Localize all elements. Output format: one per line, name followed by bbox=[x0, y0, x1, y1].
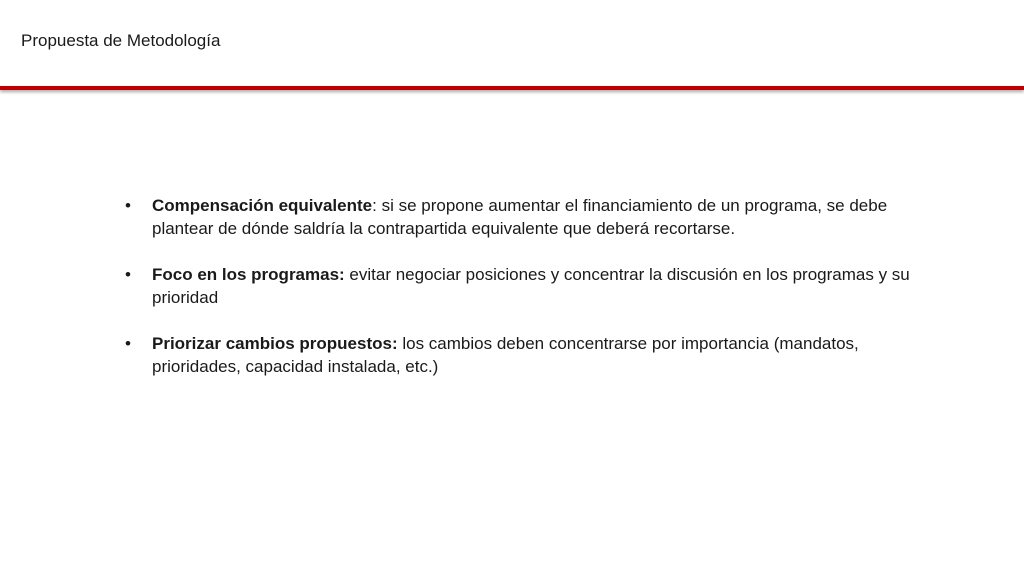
bullet-icon: • bbox=[125, 265, 131, 284]
bullet-heading: Priorizar cambios propuestos: bbox=[152, 334, 398, 353]
bullet-icon: • bbox=[125, 334, 131, 353]
bullet-item-priorizar bbox=[125, 332, 915, 378]
bullet-heading: Compensación equivalente bbox=[152, 196, 373, 215]
bullet-icon: • bbox=[125, 196, 131, 215]
bullet-text: evitar negociar posiciones y concentrar la discusión en los programas y su prioridad bbox=[152, 265, 910, 307]
bullet-list bbox=[125, 194, 915, 401]
header-divider bbox=[0, 86, 1024, 90]
bullet-text: los cambios deben concentrarse por importancia (mandatos, prioridades, capacidad instalada, etc.) bbox=[152, 334, 859, 376]
bullet-heading: Foco en los programas: bbox=[152, 265, 345, 284]
slide-title: Propuesta de Metodología bbox=[21, 31, 221, 50]
bullet-item-foco bbox=[125, 263, 915, 309]
bullet-item-compensacion bbox=[125, 194, 915, 240]
bullet-text: : si se propone aumentar el financiamiento de un programa, se debe plantear de dónde saldría la contrapartida equivalente que deberá recortarse. bbox=[152, 196, 888, 238]
